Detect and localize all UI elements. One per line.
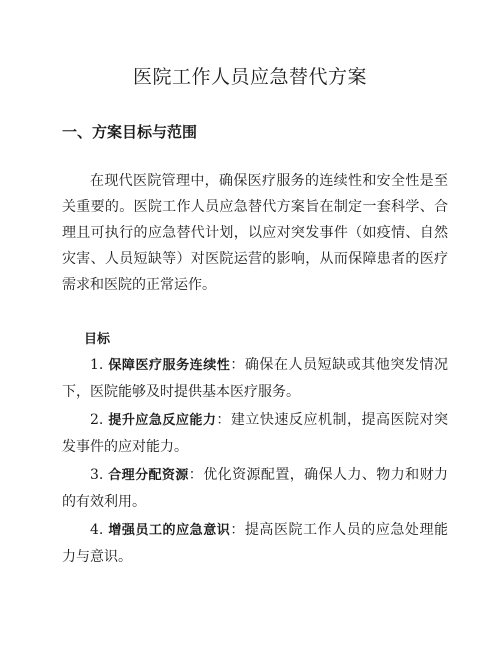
intro-paragraph: 在现代医院管理中，确保医疗服务的连续性和安全性是至关重要的。医院工作人员应急替代方案旨在制定一套科学、合理且可执行的应急替代计划，以应对突发事件（如疫情、自然灾害、人员短缺等）对医院运营的影响，从而保障患者的医疗需求和医院的正常运作。 <box>62 173 448 293</box>
goal-text: 优化资源配置，确保人力、物力和财力的有效利用。 <box>62 467 448 510</box>
goal-separator: ： <box>216 412 231 428</box>
goal-label: 保障医疗服务连续性 <box>108 358 231 373</box>
goal-number: 3. <box>90 467 109 483</box>
goal-item-1 <box>62 352 448 405</box>
document-title: 医院工作人员应急替代方案 <box>132 66 367 88</box>
goal-label: 提升应急反应能力 <box>108 413 217 428</box>
goal-item-2 <box>62 407 448 460</box>
goals-list <box>62 352 448 572</box>
goal-number: 1. <box>90 357 109 373</box>
goal-separator: ： <box>230 522 245 538</box>
goal-separator: ： <box>188 467 204 483</box>
goal-item-4 <box>62 517 448 570</box>
goal-number: 4. <box>90 522 109 538</box>
goal-separator: ： <box>230 357 245 373</box>
goal-item-3 <box>62 462 448 515</box>
goal-text: 建立快速反应机制，提高医院对突发事件的应对能力。 <box>62 412 449 455</box>
goal-number: 2. <box>90 412 109 428</box>
goal-text: 提高医院工作人员的应急处理能力与意识。 <box>62 522 449 565</box>
section-heading: 一、方案目标与范围 <box>62 123 198 141</box>
goal-text: 确保在人员短缺或其他突发情况下，医院能够及时提供基本医疗服务。 <box>62 357 449 400</box>
goal-label: 增强员工的应急意识 <box>108 523 231 538</box>
goals-heading: 目标 <box>84 332 111 347</box>
goal-label: 合理分配资源 <box>108 468 189 483</box>
